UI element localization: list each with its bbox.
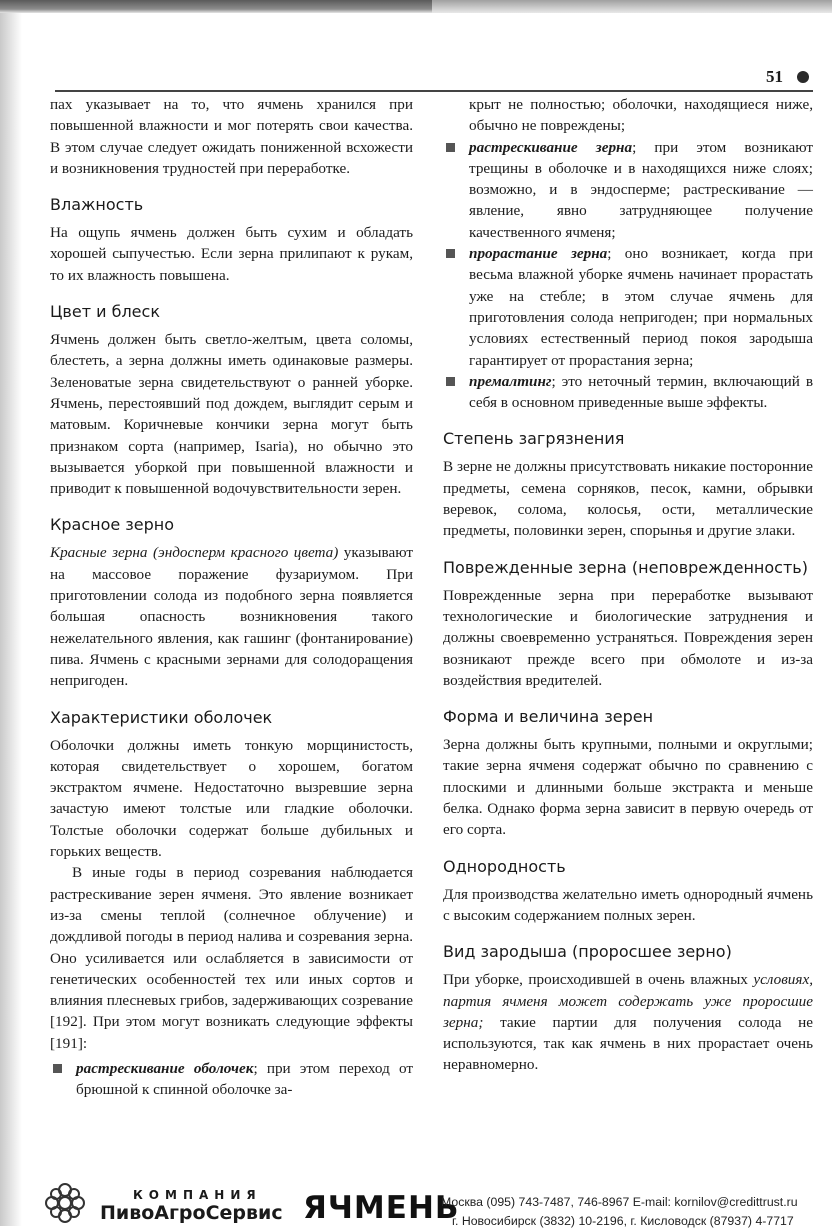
germ-text-a: При уборке, происходившей в очень влажных	[443, 971, 754, 989]
list-item-text: ; при этом переход от брюшной к спинной оболочке за-	[76, 1059, 414, 1099]
company-logo-icon	[44, 1182, 86, 1224]
square-bullet-icon	[446, 249, 455, 258]
list-item	[50, 1058, 413, 1101]
paragraph-contamination: В зерне не должны присутствовать никакие посторонние предметы, семена сорняков, песок, камни, обрывки веревок, солома, колосья, ости, металлические предметы, половинки зерен, спорынья и другие злаки.	[443, 458, 813, 540]
list-item-text: ; при этом возникают трещины в оболочке и в находящихся ниже слоях; возможно, и в эндосперме; растрескивание — явление, явно затрудняющее получение качественного ячменя;	[469, 138, 813, 241]
header-rule	[55, 90, 813, 92]
heading-red-grain: Красное зерно	[50, 515, 175, 535]
contact-line-2: г. Новосибирск (3832) 10-2196, г. Кисловодск (87937) 4-7717	[452, 1214, 794, 1228]
heading-color: Цвет и блеск	[50, 302, 160, 322]
heading-contamination: Степень загрязнения	[443, 429, 625, 449]
paragraph-intro: пах указывает на то, что ячмень хранился при повышенной влажности и мог потерять свои качества. В этом случае следует ожидать пониженной всхожести и возникновения трудностей при переработке.	[50, 96, 413, 177]
heading-moisture: Влажность	[50, 195, 144, 215]
heading-uniformity: Однородность	[443, 856, 566, 876]
heading-shape: Форма и величина зерен	[443, 707, 654, 727]
paragraph-germ	[443, 969, 813, 1075]
page-number: 51	[766, 67, 783, 86]
square-bullet-icon	[446, 143, 455, 152]
paragraph-color: Ячмень должен быть светло-желтым, цвета соломы, блестеть, а зерна должны иметь одинаковые размеры. Зеленоватые зерна свидетельствуют о ранней уборке. Ячмень, перестоявший под дождем, выглядит серым и матовым. Коричневые кончики зерна могут быть признаком сорта (например, Isaria), но обычно это вызывается уборкой при повышенной влажности и приводит к повышенной водочувствительности зерен.	[50, 331, 413, 498]
list-item	[443, 243, 813, 371]
scan-top-edge-light	[432, 0, 832, 13]
heading-husk: Характеристики оболочек	[50, 707, 273, 727]
page-edge-shadow	[0, 0, 22, 1226]
heading-damaged-grains: Поврежденные зерна (неповрежденность)	[443, 557, 808, 577]
left-column	[50, 94, 413, 1101]
paragraph-red-grain	[50, 542, 413, 691]
paragraph-uniformity: Для производства желательно иметь однородный ячмень с высоким содержанием полных зерен.	[443, 885, 813, 924]
list-item-text: ; это неточный термин, включающий в себя в основном приведенные выше эффекты.	[469, 372, 813, 412]
list-item	[443, 137, 813, 243]
list-item	[443, 371, 813, 414]
germ-text-b: такие партии для получения солода не используются, так как ячмень в них прорастает очень неравномерно.	[443, 1013, 813, 1074]
list-item-text: ; оно возникает, когда при весьма влажной уборке ячмень начинает прорастать уже на стебле; в этом случае ячмень для приготовления солода непригоден; при нормальных условиях естественный период покоя зародыша гарантирует от прорастания зерна;	[469, 245, 813, 369]
square-bullet-icon	[446, 377, 455, 386]
square-bullet-icon	[53, 1064, 62, 1073]
list-item-term: прорастание зерна	[469, 245, 608, 263]
right-column	[443, 94, 813, 1076]
list-item-continuation: крыт не полностью; оболочки, находящиеся ниже, обычно не повреждены;	[469, 96, 813, 135]
red-grain-emphasis: Красные зерна (эндосперм красного цвета)	[50, 544, 339, 562]
footer-banner	[0, 1178, 832, 1226]
company-label: КОМПАНИЯ	[133, 1188, 262, 1202]
paragraph-damaged-grains: Поврежденные зерна при переработке вызывают технологические и биологические затруднения и должны своевременно устраняться. Повреждения зерен возникают прежде всего при обмолоте и из-за воздействия вредителей.	[443, 586, 813, 689]
brand-word: ЯЧМЕНЬ	[303, 1190, 460, 1226]
contact-line-1: Москва (095) 743-7487, 746-8967 E-mail: kornilov@credittrust.ru	[441, 1195, 798, 1209]
company-name: ПивоАгроСервис	[100, 1202, 283, 1224]
red-grain-text: указывают на массовое поражение фузариумом. При приготовлении солода из подобного зерна появляется большая опасность возникновения такого нежелательного явления, как гашинг (фонтанирование) пива. Ячмень с красными зернами для солодоращения непригоден.	[50, 544, 413, 690]
page-number-dot-icon	[797, 71, 809, 83]
effects-list	[443, 137, 813, 414]
germ-emphasis: условиях, партия ячменя может содержать уже проросшие зерна;	[443, 971, 813, 1031]
paragraph-shape: Зерна должны быть крупными, полными и округлыми; такие зерна ячменя содержат обычно по сравнению с плоскими и длинными больше экстракта и меньше белка. Однако форма зерна зависит в первую очередь от его сорта.	[443, 736, 813, 839]
paragraph-husk-1: Оболочки должны иметь тонкую морщинистость, которая свидетельствует о хорошем, богатом экстрактом ячмене. Недостаточно вызревшие зерна зачастую имеют толстые или гладкие оболочки. Толстые оболочки содержат больше дубильных и горьких веществ.	[50, 736, 413, 861]
list-item-term: премалтинг	[469, 372, 552, 390]
list-item-term: растрескивание зерна	[469, 138, 633, 156]
paragraph-husk-2: В иные годы в период созревания наблюдается растрескивание зерен ячменя. Это явление возникает из-за смены теплой (солнечное облучение) и дождливой погоды в период налива и созревания зерна. Оно усиливается или ослабляется в зависимости от генетических особенностей тех или иных сортов и влияния плесневых грибов, задерживающих созревание [192]. При этом могут возникать следующие эффекты [191]:	[50, 864, 414, 1052]
list-item-term: растрескивание оболочек	[76, 1059, 254, 1077]
heading-germ: Вид зародыша (проросшее зерно)	[443, 942, 732, 962]
paragraph-moisture: На ощупь ячмень должен быть сухим и обладать хорошей сыпучестью. Если зерна прилипают к рукам, то их влажность повышена.	[50, 224, 413, 284]
effects-list-start	[50, 1058, 413, 1101]
